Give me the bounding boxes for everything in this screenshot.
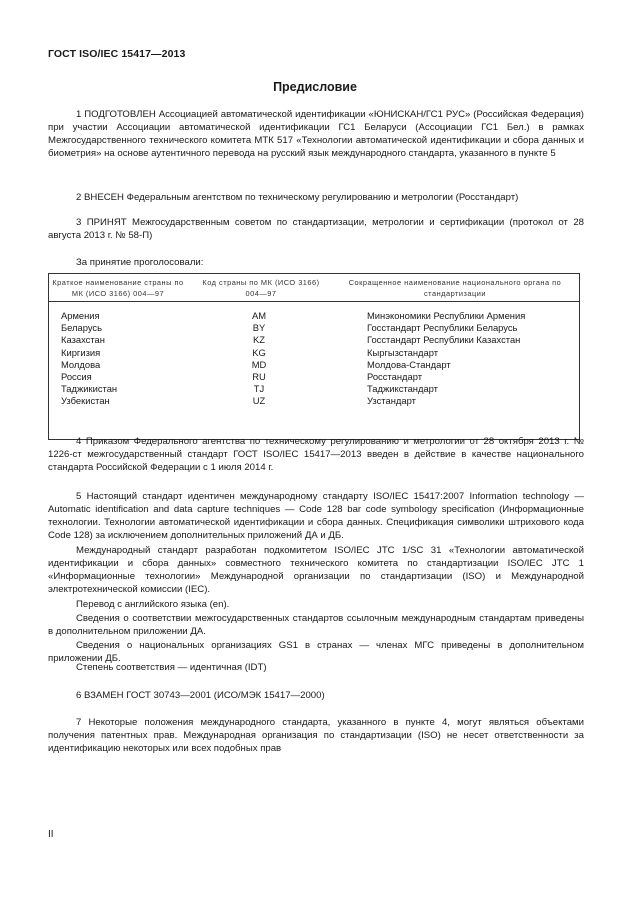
standards-body: Молдова-Стандарт [367, 358, 451, 370]
country-name: Таджикистан [61, 383, 118, 395]
country-code: UZ [252, 395, 266, 407]
standards-body: Госстандарт Республики Беларусь [367, 322, 518, 334]
country-code: AM [251, 310, 267, 321]
paragraph-5-reference-info: Сведения о соответствии межгосударственных стандартов ссылочным международным стандартам приведены в дополнительном приложении ДА. [48, 613, 584, 638]
paragraph-5-degree: Степень соответствия — идентичная (IDT) [76, 662, 267, 673]
header-country-name: Краткое наименование страны по МК (ИСО 3166) 004—97 [52, 278, 184, 298]
document-header: ГОСТ ISO/IEC 15417—2013 [48, 48, 186, 60]
paragraph-1-prepared: 1 ПОДГОТОВЛЕН Ассоциацией автоматической идентификации «ЮНИСКАН/ГС1 РУС» (Российская Федерация) при участии Ассоциации автоматической идентификации ГС1 Беларуси (Ассоциации ГС1 Бел.) в рамках Межгосударственного технического комитета МТК 517 «Технологии автоматической идентификации и сбора данных и биометрия» на основе аутентичного перевода на русский язык международного стандарта, указанного в пункте 5 [48, 109, 584, 160]
standards-body: Таджикстандарт [367, 383, 438, 395]
voting-table [48, 273, 580, 440]
country-code-column [245, 310, 273, 408]
country-code: BY [252, 322, 266, 334]
standards-body: Кыргызстандарт [367, 346, 439, 358]
country-name: Россия [61, 370, 92, 382]
page-title: Предисловие [273, 80, 357, 94]
header-country-code: Код страны по МК (ИСО 3166) 004—97 [202, 278, 320, 298]
paragraph-2-introduced: 2 ВНЕСЕН Федеральным агентством по техническому регулированию и метрологии (Росстандарт) [76, 192, 519, 203]
paragraph-5-gs1-info: Сведения о национальных организациях GS1 в странах — членах МГС приведены в дополнительном приложении ДБ. [48, 640, 584, 665]
country-name: Беларусь [61, 322, 103, 334]
paragraph-7-patents: 7 Некоторые положения международного стандарта, указанного в пункте 4, могут являться объектами получения патентных прав. Международная организация по стандартизации (ISO) не несет ответственности за идентификацию некоторых или всех подобных прав [48, 717, 584, 755]
paragraph-5-translation: Перевод с английского языка (en). [76, 599, 230, 610]
country-code: TJ [253, 383, 265, 395]
standards-body: Минэкономики Республики Армения [367, 310, 526, 321]
table-header [49, 274, 579, 302]
country-name: Узбекистан [61, 395, 110, 407]
header-standards-body: Сокращенное наименование национального органа по стандартизации [348, 278, 562, 298]
country-name: Киргизия [61, 346, 101, 358]
country-code: RU [252, 370, 266, 382]
country-name: Армения [61, 310, 100, 321]
standards-body: Госстандарт Республики Казахстан [367, 334, 521, 346]
country-code: MD [251, 358, 267, 370]
country-name: Молдова [61, 358, 101, 370]
standards-body-column [367, 310, 525, 408]
standards-body: Узстандарт [367, 395, 416, 407]
page-number: II [48, 829, 54, 840]
paragraph-6-replaces: 6 ВЗАМЕН ГОСТ 30743—2001 (ИСО/МЭК 15417—2000) [76, 690, 325, 701]
country-name-column [61, 310, 117, 408]
country-code: KG [252, 346, 266, 358]
paragraph-4-order: 4 Приказом Федерального агентства по техническому регулированию и метрологии от 28 октября 2013 г. № 1226-ст межгосударственный стандарт ГОСТ ISO/IEC 15417—2013 введен в действие в качестве национального стандарта Российской Федерации с 1 июля 2014 г. [48, 436, 584, 474]
country-code: KZ [253, 334, 265, 346]
paragraph-3-adopted: 3 ПРИНЯТ Межгосударственным советом по стандартизации, метрологии и сертификации (протокол от 28 августа 2013 г. № 58-П) [48, 217, 584, 242]
paragraph-5-identical: 5 Настоящий стандарт идентичен международному стандарту ISO/IEC 15417:2007 Information technology — Automatic identification and data capture techniques — Code 128 bar code symbology specification (Информационные технологии. Технологии автоматической идентификации и сбора данных. Спецификация символики штрихового кода Code 128) за исключением дополнительных приложений ДА и ДБ. [48, 491, 584, 542]
standards-body: Росстандарт [367, 370, 422, 382]
country-name: Казахстан [61, 334, 105, 346]
voting-intro: За принятие проголосовали: [76, 257, 204, 268]
paragraph-5-developed-by: Международный стандарт разработан подкомитетом ISO/IEC JTC 1/SC 31 «Технологии автоматической идентификации и сбора данных» совместного технического комитета по стандартизации ISO/IEC JTC 1 «Информационные технологии» Международной организации по стандартизации (ISO) и Международной электротехнической комиссии (IEC). [48, 545, 584, 596]
